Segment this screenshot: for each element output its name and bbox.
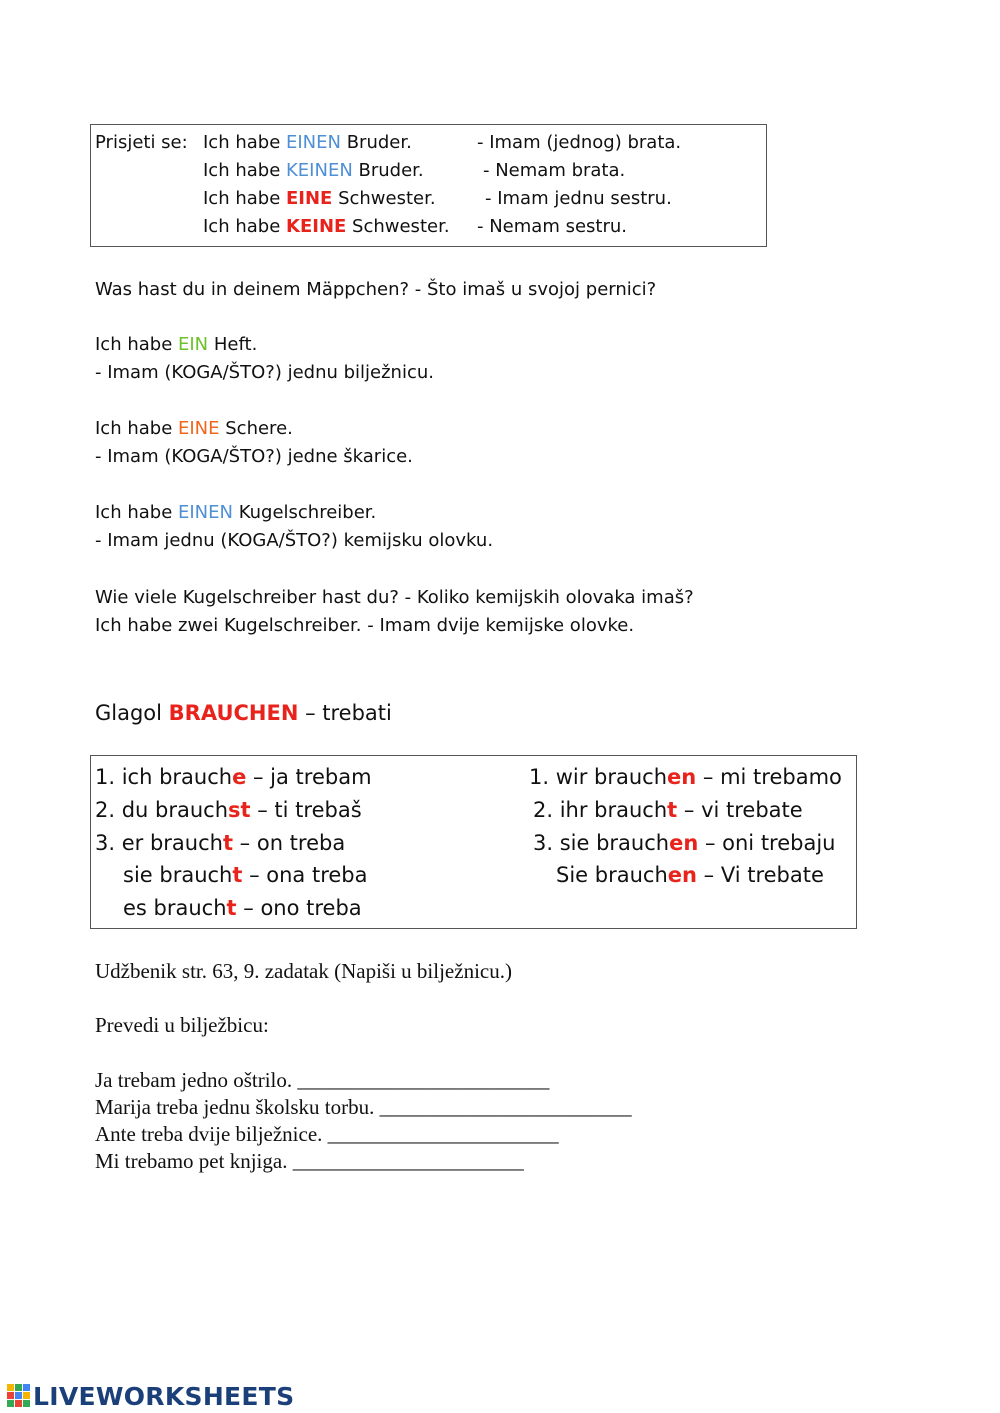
conjugation-left-1-ending: e	[232, 765, 247, 789]
translate-sentence-1: Ja trebam jedno oštrilo. ________________________	[95, 1068, 550, 1092]
reminder-row-4	[203, 216, 450, 238]
reminder-row-2	[203, 160, 424, 182]
conjugation-right-4	[556, 862, 824, 888]
reminder-row-3	[203, 188, 436, 210]
example-1-noun: Heft.	[208, 334, 258, 355]
translate-sentence-2: Marija treba jednu školsku torbu. ________________________	[95, 1095, 632, 1119]
conjugation-left-5	[123, 895, 362, 921]
conjugation-left-4-translation: – ona treba	[242, 863, 368, 887]
conjugation-left-5-translation: – ono treba	[236, 896, 362, 920]
conjugation-left-1-translation: – ja trebam	[246, 765, 372, 789]
conjugation-left-4	[123, 862, 368, 888]
conjugation-right-2-stem: 2. ihr brauch	[533, 798, 668, 822]
example-3-pre: Ich habe	[95, 502, 178, 523]
textbook-task: Udžbenik str. 63, 9. zadatak (Napiši u bilježnicu.)	[95, 959, 512, 983]
reminder-row-1-article: EINEN	[286, 132, 341, 153]
conjugation-left-5-ending: t	[226, 896, 237, 920]
conjugation-right-4-ending: en	[667, 863, 697, 887]
liveworksheets-logo[interactable]	[6, 1380, 294, 1412]
verb-heading	[95, 700, 392, 726]
reminder-row-1-translation: - Imam (jednog) brata.	[477, 132, 682, 153]
conjugation-left-5-stem: es brauch	[123, 896, 227, 920]
reminder-row-4-pre: Ich habe	[203, 216, 286, 237]
reminder-row-2-article: KEINEN	[286, 160, 353, 181]
example-1-pre: Ich habe	[95, 334, 178, 355]
conjugation-left-2-stem: 2. du brauch	[95, 798, 229, 822]
conjugation-left-4-ending: t	[232, 863, 243, 887]
translate-sentence-4: Mi trebamo pet knjiga. ______________________	[95, 1149, 524, 1173]
conjugation-right-1-stem: 1. wir brauch	[529, 765, 668, 789]
translate-heading: Prevedi u bilježbicu:	[95, 1013, 269, 1037]
example-1-translation: - Imam (KOGA/ŠTO?) jednu bilježnicu.	[95, 362, 434, 383]
conjugation-right-1-translation: – mi trebamo	[696, 765, 842, 789]
reminder-row-2-translation: - Nemam brata.	[483, 160, 626, 181]
translate-sentence-3: Ante treba dvije bilježnice. ______________________	[95, 1122, 559, 1146]
example-2-noun: Schere.	[219, 418, 293, 439]
conjugation-right-3-ending: en	[669, 831, 699, 855]
reminder-box	[90, 124, 767, 247]
reminder-row-3-noun: Schwester.	[332, 188, 436, 209]
conjugation-left-3-translation: – on treba	[233, 831, 346, 855]
reminder-row-2-noun: Bruder.	[352, 160, 424, 181]
reminder-row-2-pre: Ich habe	[203, 160, 286, 181]
verb-heading-post: – trebati	[298, 701, 392, 725]
reminder-row-3-pre: Ich habe	[203, 188, 286, 209]
example-2-article: EINE	[178, 418, 220, 439]
pencil-case-question: Was hast du in deinem Mäppchen? - Što imaš u svojoj pernici?	[95, 279, 657, 300]
verb-heading-pre: Glagol	[95, 701, 169, 725]
example-2-translation: - Imam (KOGA/ŠTO?) jedne škarice.	[95, 446, 413, 467]
plural-answer: Ich habe zwei Kugelschreiber. - Imam dvije kemijske olovke.	[95, 615, 635, 636]
conjugation-right-2-ending: t	[667, 798, 678, 822]
reminder-row-1-noun: Bruder.	[340, 132, 412, 153]
conjugation-right-3-translation: – oni trebaju	[698, 831, 836, 855]
conjugation-left-3-stem: 3. er brauch	[95, 831, 223, 855]
reminder-row-3-translation: - Imam jednu sestru.	[485, 188, 672, 209]
example-3-article: EINEN	[178, 502, 233, 523]
example-3-noun: Kugelschreiber.	[232, 502, 377, 523]
conjugation-right-1	[529, 764, 842, 790]
conjugation-right-4-translation: – Vi trebate	[696, 863, 824, 887]
conjugation-left-2-ending: st	[228, 798, 251, 822]
example-1-sentence	[95, 334, 257, 356]
reminder-row-4-noun: Schwester.	[346, 216, 450, 237]
conjugation-right-4-stem: Sie brauch	[556, 863, 668, 887]
reminder-row-3-article: EINE	[286, 188, 333, 209]
conjugation-left-1-stem: 1. ich brauch	[95, 765, 233, 789]
plural-question: Wie viele Kugelschreiber hast du? - Koliko kemijskih olovaka imaš?	[95, 587, 694, 608]
conjugation-right-1-ending: en	[667, 765, 697, 789]
example-2-sentence	[95, 418, 293, 440]
example-2-pre: Ich habe	[95, 418, 178, 439]
conjugation-right-3	[533, 830, 835, 856]
example-1-article: EIN	[178, 334, 209, 355]
reminder-row-4-translation: - Nemam sestru.	[477, 216, 627, 237]
reminder-label: Prisjeti se:	[95, 132, 188, 153]
conjugation-box	[90, 755, 857, 929]
conjugation-left-4-stem: sie brauch	[123, 863, 233, 887]
logo-blocks-icon	[6, 1383, 32, 1409]
conjugation-left-2-translation: – ti trebaš	[250, 798, 362, 822]
conjugation-right-3-stem: 3. sie brauch	[533, 831, 670, 855]
conjugation-left-1	[95, 764, 372, 790]
conjugation-left-3	[95, 830, 345, 856]
conjugation-right-2-translation: – vi trebate	[677, 798, 803, 822]
example-3-translation: - Imam jednu (KOGA/ŠTO?) kemijsku olovku.	[95, 530, 494, 551]
conjugation-right-2	[533, 797, 803, 823]
verb-heading-verb: BRAUCHEN	[168, 701, 299, 725]
reminder-row-1-pre: Ich habe	[203, 132, 286, 153]
conjugation-left-3-ending: t	[222, 831, 233, 855]
conjugation-left-2	[95, 797, 362, 823]
logo-text: LIVEWORKSHEETS	[33, 1381, 295, 1411]
example-3-sentence	[95, 502, 376, 524]
reminder-row-1	[203, 132, 412, 154]
reminder-row-4-article: KEINE	[286, 216, 347, 237]
